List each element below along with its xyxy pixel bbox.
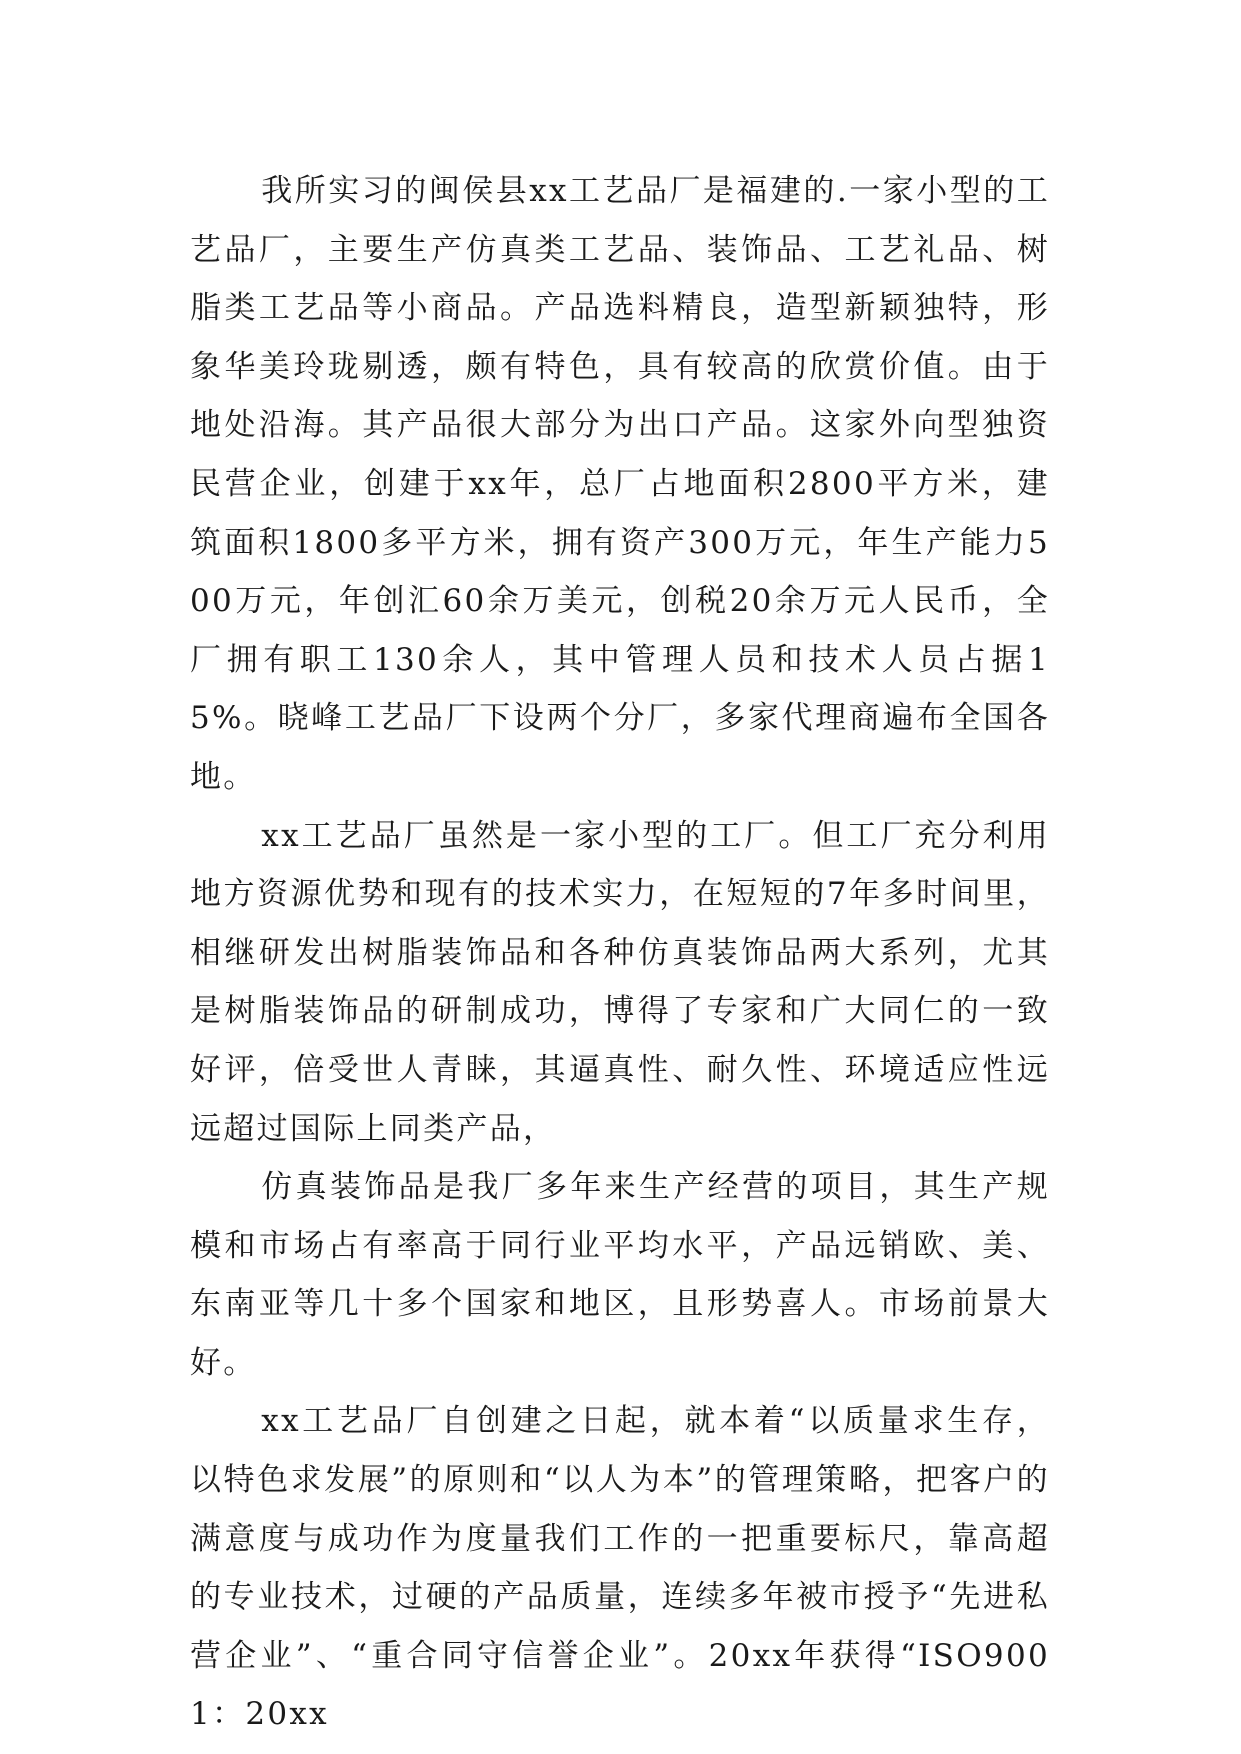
paragraph-factory-overview: 我所实习的闽侯县xx工艺品厂是福建的.一家小型的工艺品厂，主要生产仿真类工艺品、装饰品、工艺礼品、树脂类工艺品等小商品。产品选料精良，造型新颖独特，形象华美玲珑剔透，颇有特色，具有较高的欣赏价值。由于地处沿海。其产品很大部分为出口产品。这家外向型独资民营企业，创建于xx年，总厂占地面积2800平方米，建筑面积1800多平方米，拥有资产300万元，年生产能力500万元，年创汇60余万美元，创税20余万元人民币，全厂拥有职工130余人，其中管理人员和技术人员占据15%。晓峰工艺品厂下设两个分厂，多家代理商遍布全国各地。 [190,173,1050,795]
paragraph-product-development: xx工艺品厂虽然是一家小型的工厂。但工厂充分利用地方资源优势和现有的技术实力，在短短的7年多时间里，相继研发出树脂装饰品和各种仿真装饰品两大系列，尤其是树脂装饰品的研制成功，博得了专家和广大同仁的一致好评，倍受世人青睐，其逼真性、耐久性、环境适应性远远超过国际上同类产品， [190,817,1050,1147]
paragraph-market: 仿真装饰品是我厂多年来生产经营的项目，其生产规模和市场占有率高于同行业平均水平，产品远销欧、美、东南亚等几十多个国家和地区，且形势喜人。市场前景大好。 [190,1169,1050,1381]
document-body [190,162,1050,1744]
paragraph-quality-policy: xx工艺品厂自创建之日起，就本着“以质量求生存，以特色求发展”的原则和“以人为本”的管理策略，把客户的满意度与成功作为度量我们工作的一把重要标尺，靠高超的专业技术，过硬的产品质量，连续多年被市授予“先进私营企业”、“重合同守信誉企业”。20xx年获得“ISO9001：20xx [190,1403,1050,1733]
